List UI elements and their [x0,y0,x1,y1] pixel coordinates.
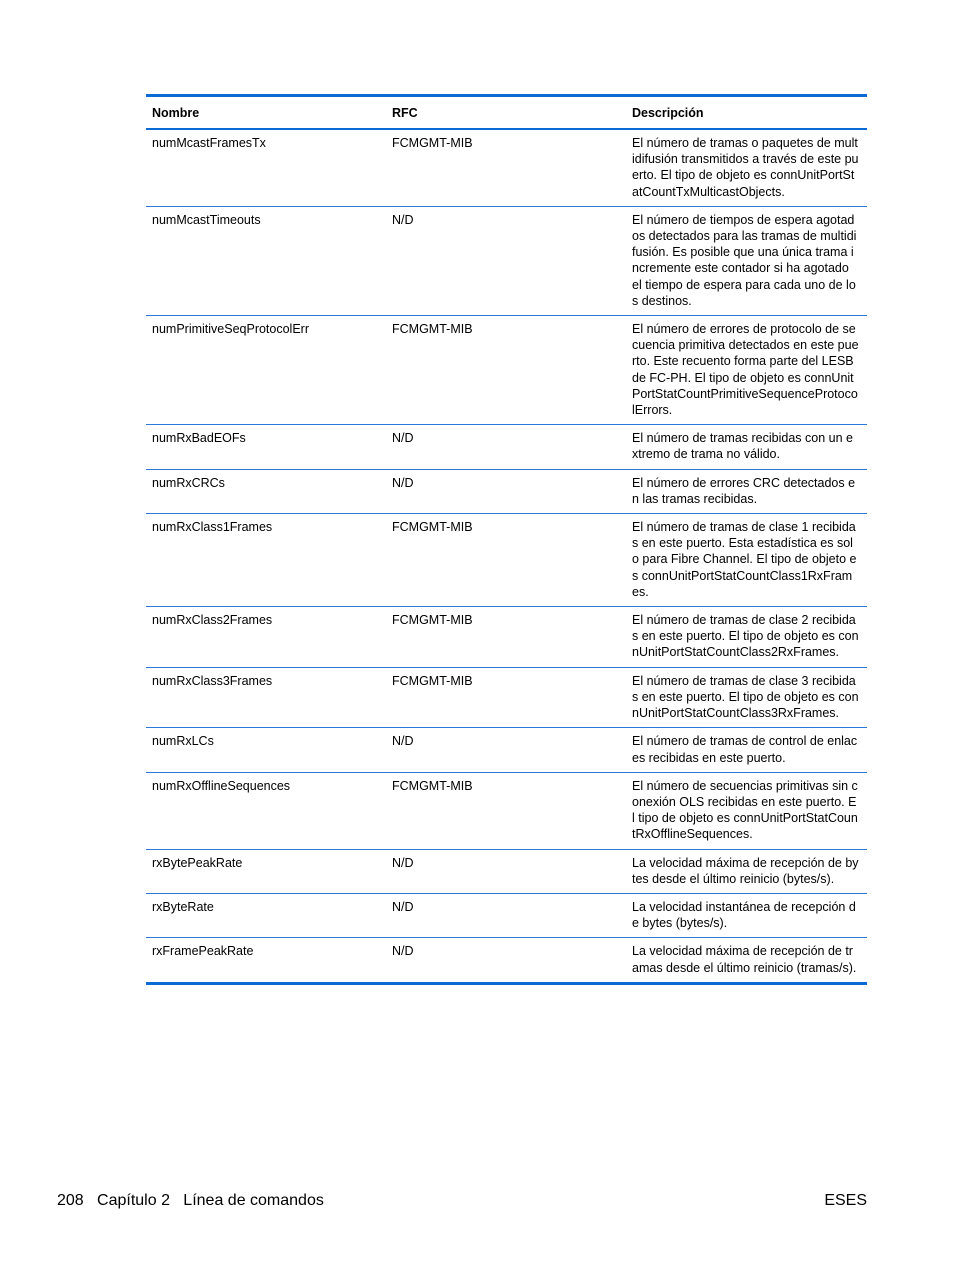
table-row [146,514,867,607]
cell-rfc: FCMGMT-MIB [386,129,626,206]
cell-descripcion: El número de tramas o paquetes de multidifusión transmitidos a través de este puerto. El tipo de objeto es connUnitPortStatCountTxMulticastObjects. [626,129,867,206]
table-row [146,469,867,513]
cell-nombre: numRxCRCs [146,469,386,513]
cell-rfc: FCMGMT-MIB [386,316,626,425]
cell-descripcion: El número de secuencias primitivas sin conexión OLS recibidas en este puerto. El tipo de objeto es connUnitPortStatCountRxOfflineSequences. [626,772,867,849]
cell-descripcion: La velocidad máxima de recepción de tramas desde el último reinicio (tramas/s). [632,944,857,975]
cell-rfc: FCMGMT-MIB [386,667,626,728]
table-header-row [146,96,867,130]
cell-nombre: numMcastFramesTx [146,129,386,206]
cell-descripcion: El número de tramas de control de enlaces recibidas en este puerto. [626,728,867,772]
header-descripcion: Descripción [626,96,867,130]
cell-rfc: FCMGMT-MIB [386,772,626,849]
table-row [146,206,867,315]
cell-rfc: N/D [392,944,414,959]
cell-rfc: N/D [386,893,626,937]
table-row [146,607,867,668]
cell-descripcion: El número de errores CRC detectados en las tramas recibidas. [626,469,867,513]
cell-nombre: numPrimitiveSeqProtocolErr [146,316,386,425]
cell-rfc: N/D [386,425,626,469]
header-nombre: Nombre [146,96,386,130]
cell-descripcion: El número de tiempos de espera agotados detectados para las tramas de multidifusión. Es posible que una única trama incremente este contador si ha agotado el tiempo de espera para cada uno de los destinos. [626,206,867,315]
cell-descripcion: El número de tramas de clase 3 recibidas en este puerto. El tipo de objeto es connUnitPortStatCountClass3RxFrames. [626,667,867,728]
cell-descripcion: El número de errores de protocolo de secuencia primitiva detectados en este puerto. Este recuento forma parte del LESB de FC-PH. El tipo de objeto es connUnitPortStatCountPrimitiveSequenceProtocolErrors. [626,316,867,425]
cell-descripcion: La velocidad instantánea de recepción de bytes (bytes/s). [626,893,867,937]
cell-descripcion: El número de tramas recibidas con un extremo de trama no válido. [626,425,867,469]
table-row [146,938,867,983]
cell-descripcion: El número de tramas de clase 1 recibidas en este puerto. Esta estadística es solo para Fibre Channel. El tipo de objeto es connUnitPortStatCountClass1RxFrames. [626,514,867,607]
parameter-table-container [146,94,867,985]
cell-nombre: numRxBadEOFs [146,425,386,469]
cell-nombre: numRxOfflineSequences [146,772,386,849]
cell-rfc: FCMGMT-MIB [386,514,626,607]
cell-nombre: numMcastTimeouts [146,206,386,315]
cell-nombre: numRxClass1Frames [146,514,386,607]
table-row [146,772,867,849]
cell-descripcion: El número de tramas de clase 2 recibidas en este puerto. El tipo de objeto es connUnitPortStatCountClass2RxFrames. [626,607,867,668]
table-row [146,425,867,469]
table-row [146,728,867,772]
parameter-table [146,94,867,985]
cell-nombre: numRxClass3Frames [146,667,386,728]
cell-nombre: numRxClass2Frames [146,607,386,668]
table-row [146,129,867,206]
cell-nombre: rxBytePeakRate [146,849,386,893]
cell-rfc: N/D [386,849,626,893]
table-row [146,316,867,425]
cell-nombre: rxFramePeakRate [152,944,254,959]
table-row [146,893,867,937]
cell-descripcion: La velocidad máxima de recepción de bytes desde el último reinicio (bytes/s). [626,849,867,893]
header-rfc: RFC [386,96,626,130]
footer-locale-code: ESES [824,1192,867,1209]
cell-nombre: numRxLCs [146,728,386,772]
cell-rfc: N/D [386,206,626,315]
table-row [146,849,867,893]
cell-rfc: N/D [386,728,626,772]
cell-nombre: rxByteRate [146,893,386,937]
table-row [146,667,867,728]
cell-rfc: FCMGMT-MIB [386,607,626,668]
cell-rfc: N/D [386,469,626,513]
footer-page-chapter: 208 Capítulo 2 Línea de comandos [57,1192,324,1209]
